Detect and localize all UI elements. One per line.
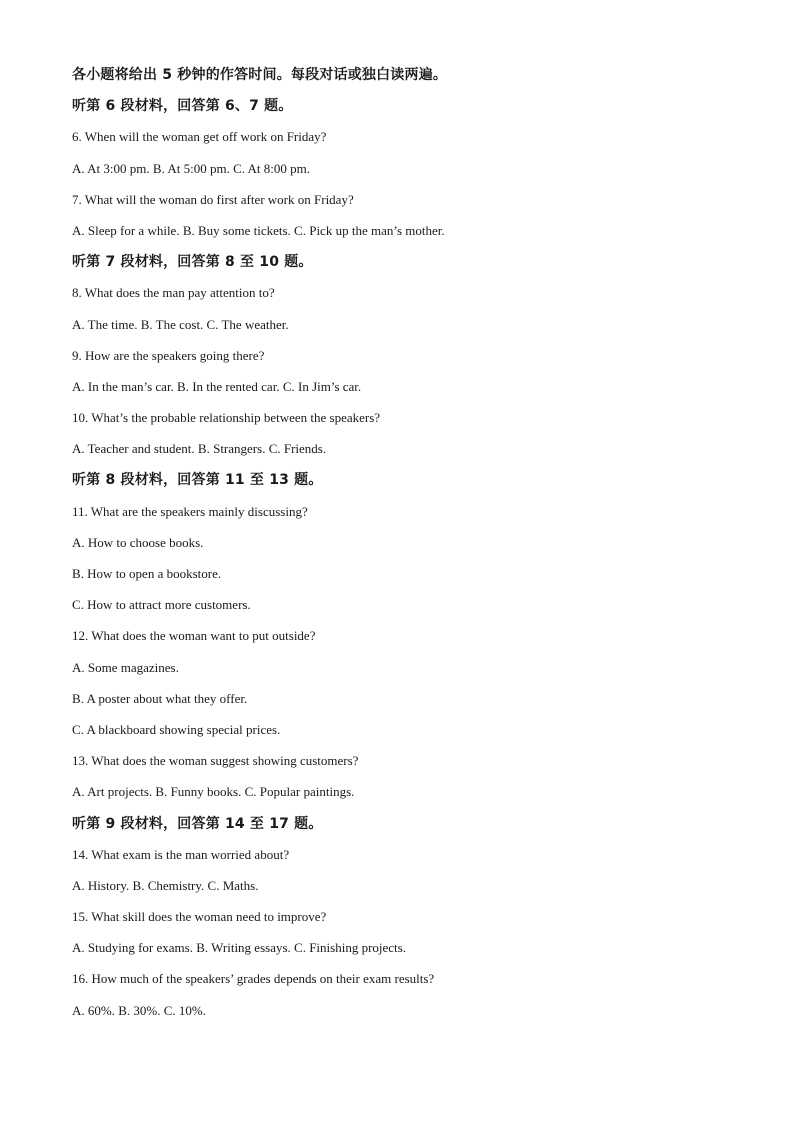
section-heading-7: 听第 7 段材料，回答第 8 至 10 题。	[72, 254, 313, 271]
section-heading-6: 听第 6 段材料，回答第 6、7 题。	[72, 98, 293, 115]
question-8: 8. What does the man pay attention to?	[72, 285, 275, 301]
question-12: 12. What does the woman want to put outside?	[72, 628, 316, 644]
document-page	[72, 64, 732, 1031]
options-7: A. Sleep for a while. B. Buy some tickets. C. Pick up the man’s mother.	[72, 222, 445, 238]
options-13: A. Art projects. B. Funny books. C. Popular paintings.	[72, 784, 355, 800]
options-14: A. History. B. Chemistry. C. Maths.	[72, 877, 259, 893]
section-heading-9: 听第 9 段材料，回答第 14 至 17 题。	[72, 815, 323, 832]
question-11: 11. What are the speakers mainly discussing?	[72, 503, 308, 519]
question-16: 16. How much of the speakers’ grades depends on their exam results?	[72, 971, 435, 987]
question-13: 13. What does the woman suggest showing customers?	[72, 753, 359, 769]
options-9: A. In the man’s car. B. In the rented car. C. In Jim’s car.	[72, 378, 362, 394]
options-15: A. Studying for exams. B. Writing essays. C. Finishing projects.	[72, 940, 406, 956]
question-9: 9. How are the speakers going there?	[72, 347, 265, 363]
instruction-text: 各小题将给出 5 秒钟的作答时间。每段对话或独白读两遍。	[72, 67, 448, 83]
question-15: 15. What skill does the woman need to improve?	[72, 909, 327, 925]
option-11-b: B. How to open a bookstore.	[72, 566, 222, 581]
options-6: A. At 3:00 pm. B. At 5:00 pm. C. At 8:00 pm.	[72, 160, 310, 176]
option-12-c: C. A blackboard showing special prices.	[72, 721, 281, 737]
options-16: A. 60%. B. 30%. C. 10%.	[72, 1002, 206, 1018]
option-11-c: C. How to attract more customers.	[72, 597, 251, 613]
options-10: A. Teacher and student. B. Strangers. C. Friends.	[72, 441, 327, 457]
option-12-b: B. A poster about what they offer.	[72, 690, 248, 706]
options-8: A. The time. B. The cost. C. The weather.	[72, 316, 289, 332]
option-12-a: A. Some magazines.	[72, 659, 179, 675]
question-7: 7. What will the woman do first after work on Friday?	[72, 191, 354, 207]
question-6: 6. When will the woman get off work on Friday?	[72, 129, 327, 145]
option-11-a: A. How to choose books.	[72, 534, 204, 550]
section-heading-8: 听第 8 段材料，回答第 11 至 13 题。	[72, 472, 323, 489]
question-10: 10. What’s the probable relationship between the speakers?	[72, 410, 381, 426]
question-14: 14. What exam is the man worried about?	[72, 846, 290, 862]
